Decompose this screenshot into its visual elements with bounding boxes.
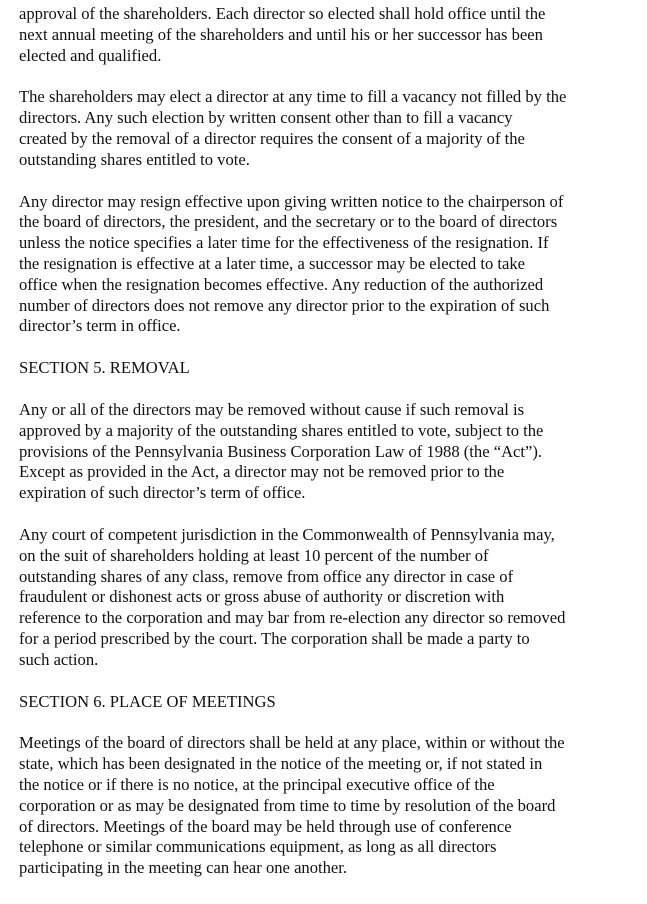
text-line: the board of directors, the president, and the secretary or to the board of directors [19,212,558,232]
text-line: of directors. Meetings of the board may be held through use of conference [19,816,512,836]
section-heading-place-of-meetings: SECTION 6. PLACE OF MEETINGS [19,691,276,711]
text-line: participating in the meeting can hear one another. [19,858,348,878]
text-line: provisions of the Pennsylvania Business Corporation Law of 1988 (the “Act”). [19,441,543,461]
text-line: on the suit of shareholders holding at least 10 percent of the number of [19,545,489,565]
text-line: Meetings of the board of directors shall be held at any place, within or without the [19,733,565,753]
text-line: director’s term in office. [19,316,181,336]
text-line: Any or all of the directors may be removed without cause if such removal is [19,399,525,419]
section-heading-removal: SECTION 5. REMOVAL [19,358,190,378]
text-line: state, which has been designated in the notice of the meeting or, if not stated in [19,754,543,774]
text-line: Any director may resign effective upon giving written notice to the chairperson of [19,191,564,211]
text-line: Any court of competent jurisdiction in the Commonwealth of Pennsylvania may, [19,524,555,544]
text-line: the resignation is effective at a later time, a successor may be elected to take [19,253,526,273]
text-line: The shareholders may elect a director at any time to fill a vacancy not filled by the [19,87,567,107]
text-line: unless the notice specifies a later time for the effectiveness of the resignation. If [19,233,549,253]
text-line: reference to the corporation and may bar from re-election any director so removed [19,608,566,628]
paragraph-meeting-location [19,733,633,879]
text-line: such action. [19,649,99,669]
paragraph-resignation [19,192,633,338]
text-line: next annual meeting of the shareholders and until his or her successor has been [19,24,543,44]
text-line: created by the removal of a director requires the consent of a majority of the [19,128,525,148]
text-line: for a period prescribed by the court. The corporation shall be made a party to [19,628,530,648]
text-line: Except as provided in the Act, a director may not be removed prior to the [19,462,505,482]
paragraph-removal-without-cause [19,400,633,504]
text-line: telephone or similar communications equipment, as long as all directors [19,837,497,857]
text-line: expiration of such director’s term of office. [19,483,306,503]
text-line: outstanding shares of any class, remove from office any director in case of [19,566,514,586]
paragraph-court-removal [19,525,633,671]
text-line: directors. Any such election by written consent other than to fill a vacancy [19,108,513,128]
text-line: elected and qualified. [19,45,162,65]
text-line: approval of the shareholders. Each director so elected shall hold office until the [19,4,546,23]
paragraph-vacancy-election [19,87,633,170]
text-line: office when the resignation becomes effective. Any reduction of the authorized [19,274,544,294]
text-line: fraudulent or dishonest acts or gross abuse of authority or discretion with [19,587,505,607]
text-line: number of directors does not remove any director prior to the expiration of such [19,295,550,315]
text-line: approved by a majority of the outstanding shares entitled to vote, subject to the [19,420,544,440]
text-line: corporation or as may be designated from time to time by resolution of the board [19,795,556,815]
text-line: outstanding shares entitled to vote. [19,149,250,169]
text-line: the notice or if there is no notice, at the principal executive office of the [19,774,495,794]
paragraph-director-term [19,4,633,66]
